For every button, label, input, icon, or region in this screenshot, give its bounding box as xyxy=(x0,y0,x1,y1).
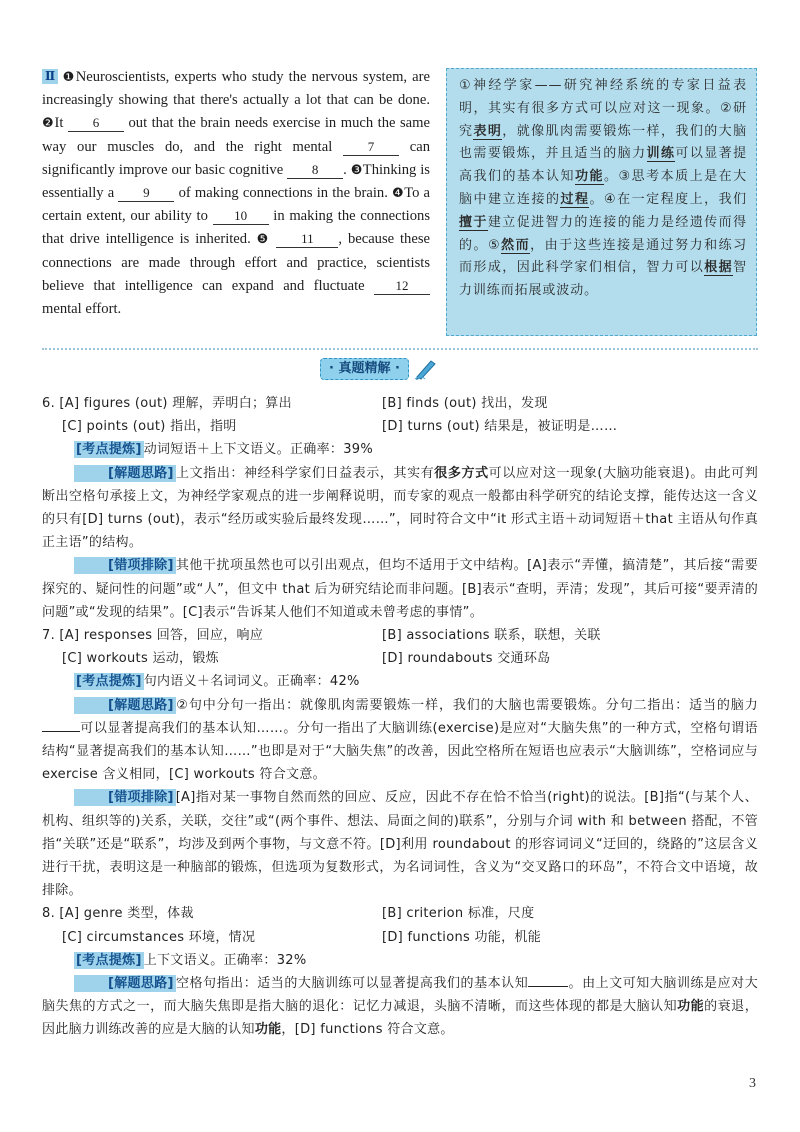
translation-text: 可以显著提高我们的基本认知 xyxy=(459,146,747,185)
key-point-text: 动词短语＋上下文语义。正确率：39% xyxy=(143,442,373,458)
blank-6: 6 xyxy=(68,115,124,132)
tag-distractors: [错项排除] xyxy=(74,789,176,806)
translation-text: 。③思考本质上是在大脑中建立连接的 xyxy=(459,169,748,207)
tag-reasoning: [解题思路] xyxy=(74,697,176,714)
option-d: [D] roundabouts 交通环岛 xyxy=(382,651,551,667)
sentence-1: Neuroscientists, experts who study the nervous system, are increasingly showing that there's actually a lot that can be done. xyxy=(42,69,430,109)
sentence-number: ❶ xyxy=(61,70,76,85)
explanations xyxy=(42,392,758,1042)
q6-options xyxy=(42,392,758,438)
q6-reasoning xyxy=(42,462,758,555)
section-divider xyxy=(42,348,758,350)
page-number: 3 xyxy=(749,1076,756,1091)
blank-7: 7 xyxy=(343,139,399,156)
option-c: [C] points (out) 指出，指明 xyxy=(62,419,237,435)
keyword: 功能 xyxy=(574,169,604,185)
keyword: 过程 xyxy=(560,191,590,207)
sentence-2b: out that the brain needs exercise in much the same way our muscles do, and the right mental xyxy=(42,115,430,155)
blank-12: 12 xyxy=(374,278,430,295)
answer-blank xyxy=(528,986,568,987)
option-b: [B] criterion 标准，尺度 xyxy=(382,906,535,922)
q7-key-point xyxy=(42,670,758,693)
keyword: 根据 xyxy=(704,260,734,276)
keyword: 训练 xyxy=(646,146,676,162)
answer-blank xyxy=(42,731,80,732)
key-point-text: 上下文语义。正确率：32% xyxy=(143,952,307,968)
bold-text: 很多方式 xyxy=(434,465,489,481)
keyword: 擅于 xyxy=(459,214,488,230)
translation-text: 。④在一定程度上，我们 xyxy=(589,191,747,207)
translation-text: ，由于这些连接是通过努力和练习而形成，因此科学家们相信，智力可以 xyxy=(459,237,747,276)
keyword: 然而 xyxy=(501,237,531,253)
tag-reasoning: [解题思路] xyxy=(74,975,176,992)
reasoning-text: 可以显著提高我们的基本认知……。分句一指出了大脑训练(exercise)是应对“大脑失焦”的一种方式，空格句谓语结构“显著提高我们的基本认知……”也即是对于“大脑失焦”的改善，因此空格所在短语也应表示“大脑训练”，空格词应与 exercise 含义相同，[C] workouts 符合文意。 xyxy=(42,720,758,783)
option-d: [D] turns (out) 结果是，被证明是…… xyxy=(382,419,618,435)
sentence-number: ❷ xyxy=(42,116,55,132)
distractor-text: [A]指对某一事物自然而然的回应、反应，因此不存在恰不恰当(right)的说法。[B]指“(与某个人、机构、组织等的)关系，关联，交往”或“(两个事件、想法、局面之间的)联系”，分别与介词 with 和 between 搭配，不管指“关联”还是“联系”，均涉及到两个事物，与文意不符。[D]利用 roundabout 的形容词词义“迂回的，绕路的”这层含义进行干扰，表明这是一种脑部的锻炼，但选项为复数形式，为名词词性，含义为“交叉路口的环岛”，不符合文中语境，故排除。 xyxy=(42,790,758,899)
reading-passage xyxy=(42,66,430,321)
q7-distractors xyxy=(42,786,758,902)
option-a: 6. [A] figures (out) 理解，弄明白；算出 xyxy=(42,396,292,411)
option-b: [B] finds (out) 找出，发现 xyxy=(382,396,548,411)
section-banner xyxy=(320,358,439,380)
sentence-number: ❸ xyxy=(350,162,363,178)
option-a: 8. [A] genre 类型，体裁 xyxy=(42,906,194,922)
q7-options xyxy=(42,624,758,670)
keyword: 表明 xyxy=(473,123,503,139)
tag-distractors: [错项排除] xyxy=(74,557,176,574)
sentence-4b: in making the connections that drive intelligence is inherited. xyxy=(42,208,431,248)
reasoning-text: 上文指出：神经科学家们日益表示，其实有 xyxy=(175,465,435,481)
tag-key-point: [考点提炼] xyxy=(76,952,142,968)
translation-text: ，就像肌肉需要锻炼一样，我们的大脑也需要锻炼，并且适当的脑力 xyxy=(459,123,747,162)
distractor-text: 其他干扰项虽然也可以引出观点，但均不适用于文中结构。[A]表示“弄懂，搞清楚”，其后接“需要探究的、疑问性的问题”或“人”，但文中 that 后为研究结论而非问题。[B]表示“查明，弄清；发现”，其后可接“要弄清的问题”或“发现的结果”。[C]表示“告诉某人他们不知道或未曾考虑的事情”。 xyxy=(42,558,758,620)
reasoning-text: ②句中分句一指出：就像肌肉需要锻炼一样，我们的大脑也需要锻炼。分句二指出：适当的脑力 xyxy=(175,697,758,713)
sentence-5b: mental effort. xyxy=(42,301,122,318)
banner-title: · 真题精解 · xyxy=(320,358,409,380)
q8-reasoning xyxy=(42,972,758,1042)
sentence-number: ❺ xyxy=(256,232,271,248)
tag-reasoning: [解题思路] xyxy=(74,465,176,482)
period: . xyxy=(343,161,347,178)
sentence-3a: Thinking is essentially a xyxy=(42,161,430,202)
bold-text: 功能 xyxy=(254,1022,282,1038)
translation-text: ①神经学家——研究神经系统的专家日益表明，其实有很多方式可以应对这一现象。②研究 xyxy=(459,78,747,139)
reasoning-text: 可以应对这一现象(大脑功能衰退)。由此可判断出空格句承接上文，为神经学家观点的进一步阐释说明，而专家的观点一般都由科学研究的结论支撑，能传达这一含义的只有[D] turns (out)，表示“经历或实验后最终发现……”，同时符合文中“it 形式主语＋动词短语＋that 主语从句作真正主语”的结构。 xyxy=(42,465,759,551)
blank-10: 10 xyxy=(213,208,269,225)
key-point-text: 句内语义＋名词词义。正确率：42% xyxy=(143,674,360,690)
q6-distractors xyxy=(42,554,758,624)
q6-key-point xyxy=(42,438,758,461)
reasoning-text: 的衰退，因此脑力训练改善的应是大脑的认知 xyxy=(42,999,758,1038)
blank-9: 9 xyxy=(118,185,174,202)
reasoning-text: 。由上文可知大脑训练是应对大脑失焦的方式之一，而大脑失焦即是指大脑的退化：记忆力减退，头脑不清晰，而这些体现的都是大脑认知 xyxy=(42,976,758,1015)
q8-options xyxy=(42,902,758,948)
sentence-5a: , because these connections are made through effort and practice, scientists believe that intelligence can expand and fluctuate xyxy=(42,231,430,294)
sentence-number: ❹ xyxy=(392,186,405,202)
option-b: [B] associations 联系，联想，关联 xyxy=(382,628,601,644)
tag-key-point: [考点提炼] xyxy=(76,442,142,458)
translation-box xyxy=(446,68,757,336)
section-mark: Ⅱ xyxy=(42,69,58,84)
q7-reasoning xyxy=(42,694,758,787)
reasoning-text: 空格句指出：适当的大脑训练可以显著提高我们的基本认知 xyxy=(175,976,529,992)
pencil-icon xyxy=(413,357,439,381)
translation-text: 智力训练而拓展或波动。 xyxy=(459,260,747,299)
option-c: [C] circumstances 环境，情况 xyxy=(62,929,256,945)
sentence-3b: of making connections in the brain. xyxy=(178,185,388,202)
q8-key-point xyxy=(42,949,758,972)
sentence-2a: It xyxy=(54,115,64,132)
sentence-2c: can significantly improve our basic cognitive xyxy=(42,138,430,178)
reasoning-text: ，[D] functions 符合文意。 xyxy=(281,1022,454,1038)
option-d: [D] functions 功能，机能 xyxy=(382,929,541,945)
blank-8: 8 xyxy=(287,162,343,179)
tag-key-point: [考点提炼] xyxy=(76,674,142,690)
bold-text: 功能 xyxy=(677,999,705,1015)
translation-text: 建立促进智力的连接的能力是经遗传而得的。⑤ xyxy=(459,214,747,253)
option-c: [C] workouts 运动，锻炼 xyxy=(62,651,219,667)
blank-11: 11 xyxy=(276,231,338,248)
sentence-4a: To a certain extent, our ability to xyxy=(42,185,431,225)
option-a: 7. [A] responses 回答，回应，响应 xyxy=(42,628,264,644)
